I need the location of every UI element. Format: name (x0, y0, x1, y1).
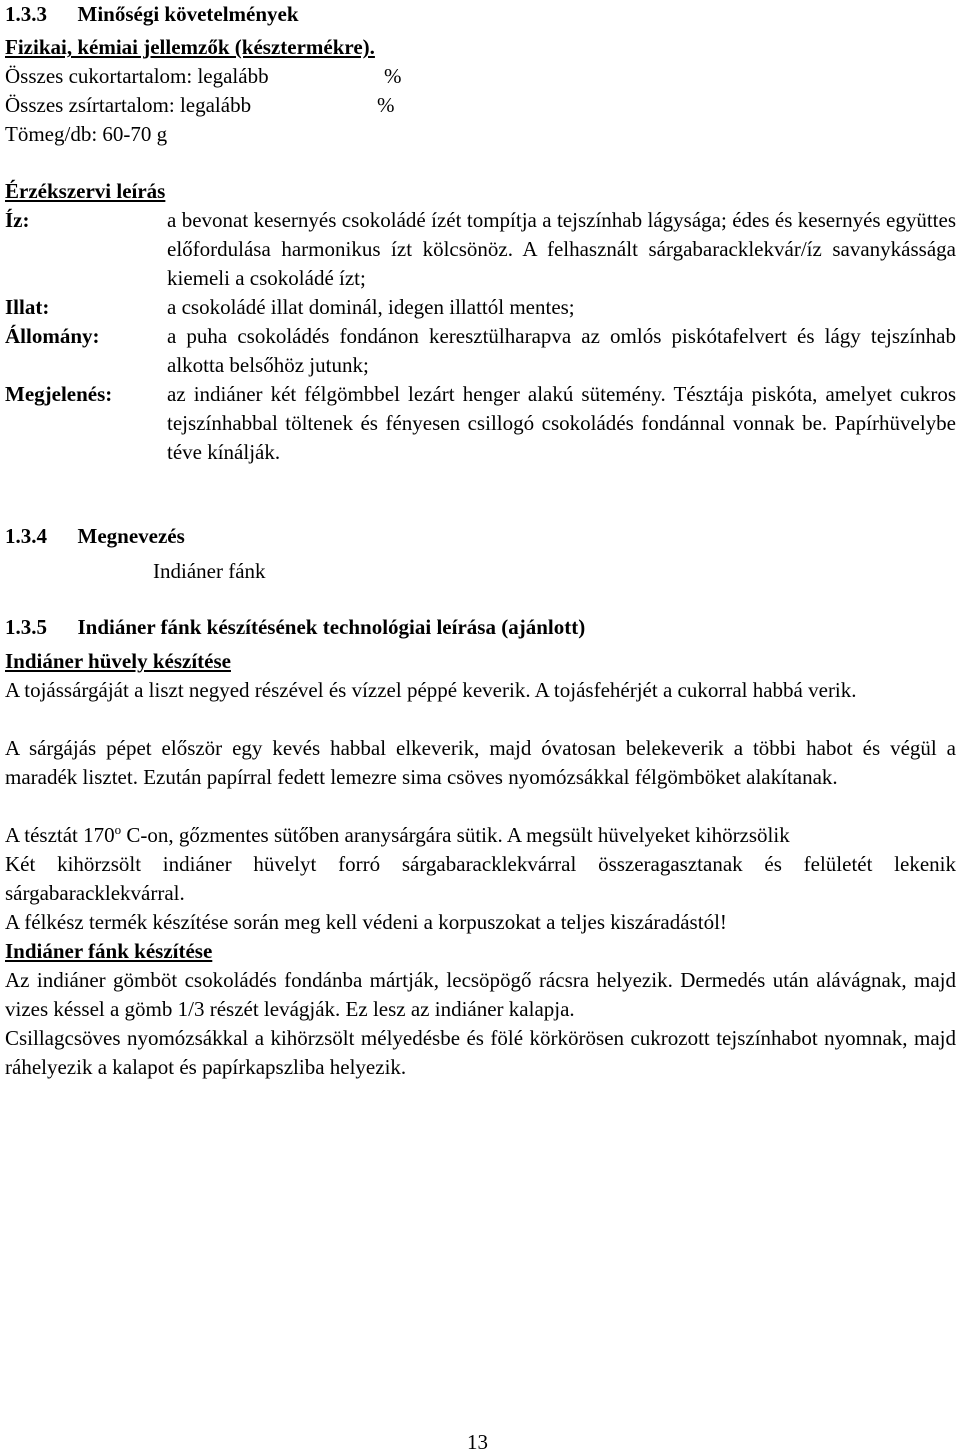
paragraph-5: A félkész termék készítése során meg kell védeni a korpuszokat a teljes kiszáradástól! (5, 910, 727, 934)
fat-unit: % (377, 93, 395, 117)
sugar-unit: % (384, 64, 402, 88)
section-title: Minőségi követelmények (77, 2, 299, 26)
paragraph-3-part-a: A tésztát 170 (5, 823, 115, 847)
appearance-text: az indiáner két félgömbbel lezárt henger alakú sütemény. Tésztája piskóta, amelyet cukros tejszínhabbal töltenek és fényesen csillogó csokoládés fondánnal vonnak be. Papírhüvelybe téve kínálják. (167, 382, 956, 464)
paragraph-6: Az indiáner gömböt csokoládés fondánba mártják, lecsöpögő rácsra helyezik. Dermedés után alávágnak, majd vizes késsel a gömb 1/3 részét levágják. Ez lesz az indiáner kalapja. (5, 968, 956, 1021)
section-title: Indiáner fánk készítésének technológiai leírása (ajánlott) (77, 615, 586, 639)
smell-text: a csokoládé illat dominál, idegen illattól mentes; (167, 295, 575, 319)
section-number: 1.3.4 (5, 524, 47, 548)
paragraph-4: Két kihörzsölt indiáner hüvelyt forró sárgabaracklekvárral összeragasztanak és felületét lekenik sárgabaracklekvárral. (5, 852, 956, 905)
paragraph-2: A sárgájás pépet először egy kevés habbal elkeverik, majd óvatosan belekeverik a többi habot és végül a maradék lisztet. Ezután papírral fedett lemezre sima csöves nyomózsákkal félgömböket alakítanak. (5, 736, 956, 789)
paragraph-3-part-b: C-on, gőzmentes sütőben aranysárgára sütik. A megsült hüvelyeket kihörzsölik (121, 823, 790, 847)
section-1-3-5-heading (5, 613, 585, 642)
texture-label: Állomány: (5, 324, 100, 348)
degree-sup: o (114, 822, 122, 837)
fat-label: Összes zsírtartalom: legalább (5, 93, 252, 117)
section-1-3-4-heading (5, 522, 185, 551)
sugar-label: Összes cukortartalom: legalább (5, 64, 269, 88)
donut-heading: Indiáner fánk készítése (5, 939, 213, 963)
shell-heading: Indiáner hüvely készítése (5, 649, 231, 673)
physical-chemical-heading: Fizikai, kémiai jellemzők (késztermékre). (5, 35, 375, 59)
paragraph-1: A tojássárgáját a liszt negyed részével és vízzel péppé keverik. A tojásfehérjét a cukorral habbá verik. (5, 678, 857, 702)
taste-label: Íz: (5, 208, 30, 232)
smell-label: Illat: (5, 295, 50, 319)
weight-line: Tömeg/db: 60-70 g (5, 122, 168, 146)
fat-content-line (5, 91, 251, 120)
section-title: Megnevezés (77, 524, 185, 548)
appearance-label: Megjelenés: (5, 382, 113, 406)
sugar-content-line (5, 62, 269, 91)
section-number: 1.3.5 (5, 615, 47, 639)
page-number: 13 (467, 1430, 488, 1454)
paragraph-3 (5, 821, 790, 850)
sensory-heading: Érzékszervi leírás (5, 179, 166, 203)
product-name: Indiáner fánk (153, 559, 266, 583)
paragraph-7: Csillagcsöves nyomózsákkal a kihörzsölt mélyedésbe és fölé körkörösen cukrozott tejszínhabot nyomnak, majd ráhelyezik a kalapot és papírkapszliba helyezik. (5, 1026, 956, 1079)
taste-text: a bevonat kesernyés csokoládé ízét tompítja a tejszínhab lágysága; édes és kesernyés együttes előfordulása harmonikus ízt kölcsönöz. A felhasznált sárgabaracklekvár/íz savanykássága kiemeli a csokoládé ízt; (167, 208, 956, 290)
section-1-3-3-heading (5, 0, 299, 29)
texture-text: a puha csokoládés fondánon keresztülharapva az omlós piskótafelvert és lágy tejszínhab alkotta belsőhöz jutunk; (167, 324, 956, 377)
section-number: 1.3.3 (5, 2, 47, 26)
